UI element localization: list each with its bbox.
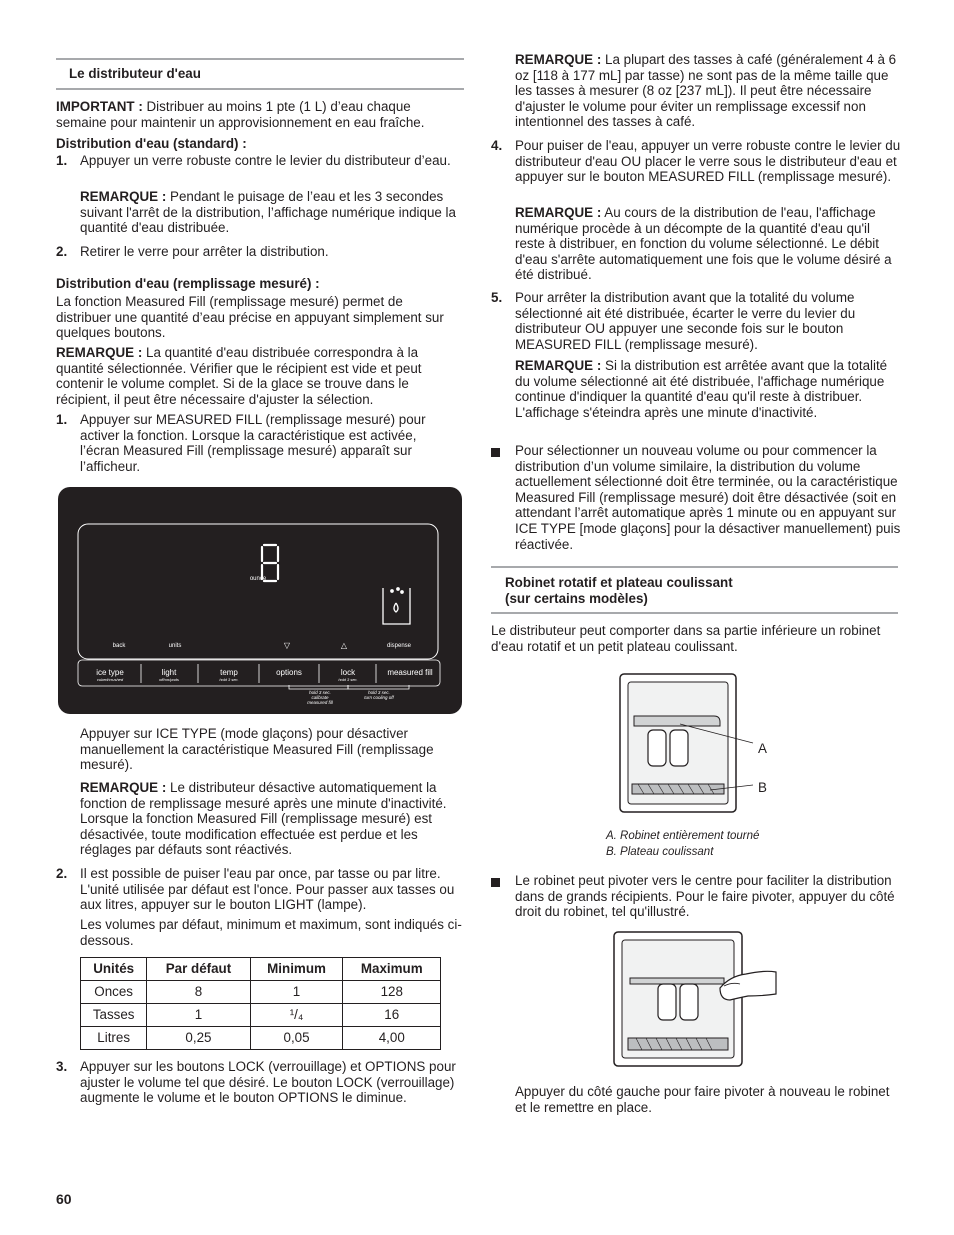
bullet-square xyxy=(491,878,500,887)
table-row xyxy=(81,1004,441,1027)
table-cell: 4,00 xyxy=(343,1027,441,1050)
svg-text:hold 3 sec.: hold 3 sec. xyxy=(219,677,239,682)
step-number: 4. xyxy=(491,138,503,153)
measured-fill-note: REMARQUE : La quantité d'eau distribuée correspondra à la quantité sélectionnée. Vérifier que le récipient est vide et peut contenir le volume complet. Si de la glace se trouve dans le récipient, il peut être nécessaire d'ajuster la sélection. xyxy=(56,345,422,407)
step4-note: REMARQUE : Au cours de la distribution de l'eau, l'affichage numérique procède à un décompte de la quantité d'eau qu'il reste à distribuer, en fonction du volume sélectionné. Le débit d'eau s'arrête automatiquement une fois que le volume désiré a été distribué. xyxy=(515,205,892,283)
std-step1-note: REMARQUE : Pendant le puisage de l’eau et les 3 secondes suivant l'arrêt de la distribution, l’affichage numérique indique la quantité d'eau distribuée. xyxy=(80,189,456,236)
callout-label-b: B xyxy=(758,780,767,795)
volume-table xyxy=(80,957,441,1050)
caption-b: B. Plateau coulissant xyxy=(606,846,714,858)
important-label: IMPORTANT : xyxy=(56,99,143,114)
table-header: Minimum xyxy=(250,958,343,981)
measured-fill-intro: La fonction Measured Fill (remplissage mesuré) permet de distribuer une quantité d’eau précise en appuyant simplement sur quelques boutons. xyxy=(56,294,444,341)
mf-step1-after: Appuyer sur ICE TYPE (mode glaçons) pour désactiver manuellement la caractéristique Measured Fill (remplissage mesuré). xyxy=(80,726,434,773)
panel-button-temp: temp xyxy=(220,668,238,677)
important-text: Distribuer au moins 1 pte (1 L) d’eau chaque semaine pour maintenir un approvisionnement en eau fraîche. xyxy=(56,99,425,130)
svg-text:cubed/crushed: cubed/crushed xyxy=(96,677,124,682)
panel-label-back: back xyxy=(112,643,126,649)
panel-button-options: options xyxy=(276,668,302,677)
table-cell: 0,25 xyxy=(147,1027,250,1050)
panel-button-ice-type: ice type xyxy=(96,668,124,677)
panel-label-up: △ xyxy=(340,641,348,650)
panel-button-light: light xyxy=(161,668,177,677)
mf-step1-note: REMARQUE : Le distributeur désactive automatiquement la fonction de remplissage mesuré après une minute d'inactivité. Lorsque la fonction Measured Fill (remplissage mesuré) est désactivée, toute modification effectuée est perdue et les réglages par défauts sont réactivés. xyxy=(80,780,447,858)
standard-heading: Distribution d'eau (standard) : xyxy=(56,136,247,151)
dispenser-swivel-image xyxy=(618,672,780,814)
section-rule-bottom xyxy=(491,612,898,614)
std-step2-text: Retirer le verre pour arrêter la distribution. xyxy=(80,244,329,259)
table-cell: 1 xyxy=(147,1004,250,1027)
cup-note: REMARQUE : La plupart des tasses à café (généralement 4 à 6 oz [118 à 177 mL] par tasse) ne sont pas de la même taille que les tasses à mesurer (8 oz [237 mL]). Il peut être nécessaire d'ajuster le volume pour éviter un remplissage excessif non intentionnel des tasses à café. xyxy=(515,52,897,130)
table-cell: 8 xyxy=(147,981,250,1004)
table-cell: 1 xyxy=(250,981,343,1004)
panel-button-lock: lock xyxy=(340,668,356,677)
table-row xyxy=(81,1027,441,1050)
step-number: 2. xyxy=(56,866,68,881)
svg-text:turn cooling off: turn cooling off xyxy=(364,695,394,700)
bullet2-text: Le robinet peut pivoter vers le centre pour faciliter la distribution dans de grands récipients. Pour le faire pivoter, appuyer du côté droit du robinet, tel qu'illustré. xyxy=(515,873,895,920)
final-text: Appuyer du côté gauche pour faire pivoter à nouveau le robinet et le remettre en place. xyxy=(515,1084,890,1115)
bullet-square xyxy=(491,448,500,457)
section-rule-top xyxy=(56,58,464,60)
measured-fill-heading: Distribution d'eau (remplissage mesuré) : xyxy=(56,276,320,291)
section-rule-bottom xyxy=(56,88,464,90)
panel-label-dispense: dispense xyxy=(386,643,412,649)
step5-note: REMARQUE : Si la distribution est arrêtée avant que la totalité du volume sélectionné ait été distribuée, l'affichage numérique continue d'indiquer la quantité d'eau qu'il reste à distribuer. L'affichage s'éteindra après une minute d'inactivité. xyxy=(515,358,888,420)
mf-step2-more: Les volumes par défaut, minimum et maximum, sont indiqués ci-dessous. xyxy=(80,917,462,948)
table-header-row xyxy=(81,958,441,981)
step-number: 1. xyxy=(56,412,68,427)
step-number: 1. xyxy=(56,153,68,168)
mf-step3-text: Appuyer sur les boutons LOCK (verrouillage) et OPTIONS pour ajuster le volume tel que désiré. Le bouton LOCK (verrouillage) augmente le volume et le bouton OPTIONS le diminue. xyxy=(80,1059,456,1106)
panel-button-measured-fill: measured fill xyxy=(387,668,433,677)
step5-text: Pour arrêter la distribution avant que la totalité du volume sélectionné ait été distribuée, écarter le verre du levier du distributeur OU appuyer une seconde fois sur le bouton MEASURED FILL (remplissage mesuré). xyxy=(515,290,856,352)
table-header: Par défaut xyxy=(147,958,250,981)
display-unit: ounce xyxy=(249,576,267,582)
table-cell: Onces xyxy=(81,981,147,1004)
svg-text:hold 3 sec.: hold 3 sec. xyxy=(338,677,358,682)
bullet1-text: Pour sélectionner un nouveau volume ou pour commencer la distribution d’un volume similaire, la distribution du volume actuellement sélectionné doit être terminée, ou la caractéristique Measured Fill (remplissage mesuré) doit être désactivée (soit en attendant l’arrêt automatique après 1 minute ou en appuyant sur ICE TYPE [mode glaçons] pour la désactiver manuellement) puis réactivée. xyxy=(515,443,901,552)
table-cell: ¹/₄ xyxy=(250,1004,343,1027)
svg-text:hold 3 sec.: hold 3 sec. xyxy=(368,690,390,695)
std-step1-text: Appuyer un verre robuste contre le levier du distributeur d’eau. xyxy=(80,153,451,168)
table-cell: 16 xyxy=(343,1004,441,1027)
dispenser-hand-rotate-image xyxy=(612,930,778,1068)
mf-step2-text: Il est possible de puiser l'eau par once, par tasse ou par litre. L'unité utilisée par défaut est l'once. Pour passer aux tasses ou aux litres, appuyer sur le bouton LIGHT (lampe). xyxy=(80,866,455,913)
step4-text: Pour puiser de l'eau, appuyer un verre robuste contre le levier du distributeur d'eau OU placer le verre sous le distributeur d'eau et appuyer sur le bouton MEASURED FILL (remplissage mesuré). xyxy=(515,138,901,185)
step-number: 5. xyxy=(491,290,503,305)
section-title-water-dispenser: Le distributeur d'eau xyxy=(69,66,201,81)
step-number: 2. xyxy=(56,244,68,259)
table-header: Unités xyxy=(81,958,147,981)
dispenser-control-panel-image xyxy=(58,487,462,714)
callout-label-a: A xyxy=(758,741,767,756)
svg-text:calibrate: calibrate xyxy=(311,695,329,700)
step-number: 3. xyxy=(56,1059,68,1074)
page-number: 60 xyxy=(56,1191,72,1207)
svg-text:measured fill: measured fill xyxy=(307,700,333,705)
caption-a: A. Robinet entièrement tourné xyxy=(606,830,760,842)
svg-text:off/on/pods: off/on/pods xyxy=(159,677,179,682)
section-title-swivel: Robinet rotatif et plateau coulissant (sur certains modèles) xyxy=(505,575,733,606)
svg-text:hold 3 sec.: hold 3 sec. xyxy=(309,690,331,695)
section-rule-top xyxy=(491,566,898,568)
table-row xyxy=(81,981,441,1004)
table-header: Maximum xyxy=(343,958,441,981)
important-paragraph xyxy=(56,99,464,130)
section2-intro: Le distributeur peut comporter dans sa partie inférieure un robinet d'eau rotatif et un petit plateau coulissant. xyxy=(491,623,881,654)
table-cell: Litres xyxy=(81,1027,147,1050)
table-cell: Tasses xyxy=(81,1004,147,1027)
table-cell: 128 xyxy=(343,981,441,1004)
panel-label-units: units xyxy=(168,643,182,649)
table-cell: 0,05 xyxy=(250,1027,343,1050)
panel-label-down: ▽ xyxy=(283,641,291,650)
mf-step1-text: Appuyer sur MEASURED FILL (remplissage mesuré) pour activer la fonction. Lorsque la caractéristique est activée, l’écran Measured Fill (remplissage mesuré) apparaît sur l’afficheur. xyxy=(80,412,426,474)
